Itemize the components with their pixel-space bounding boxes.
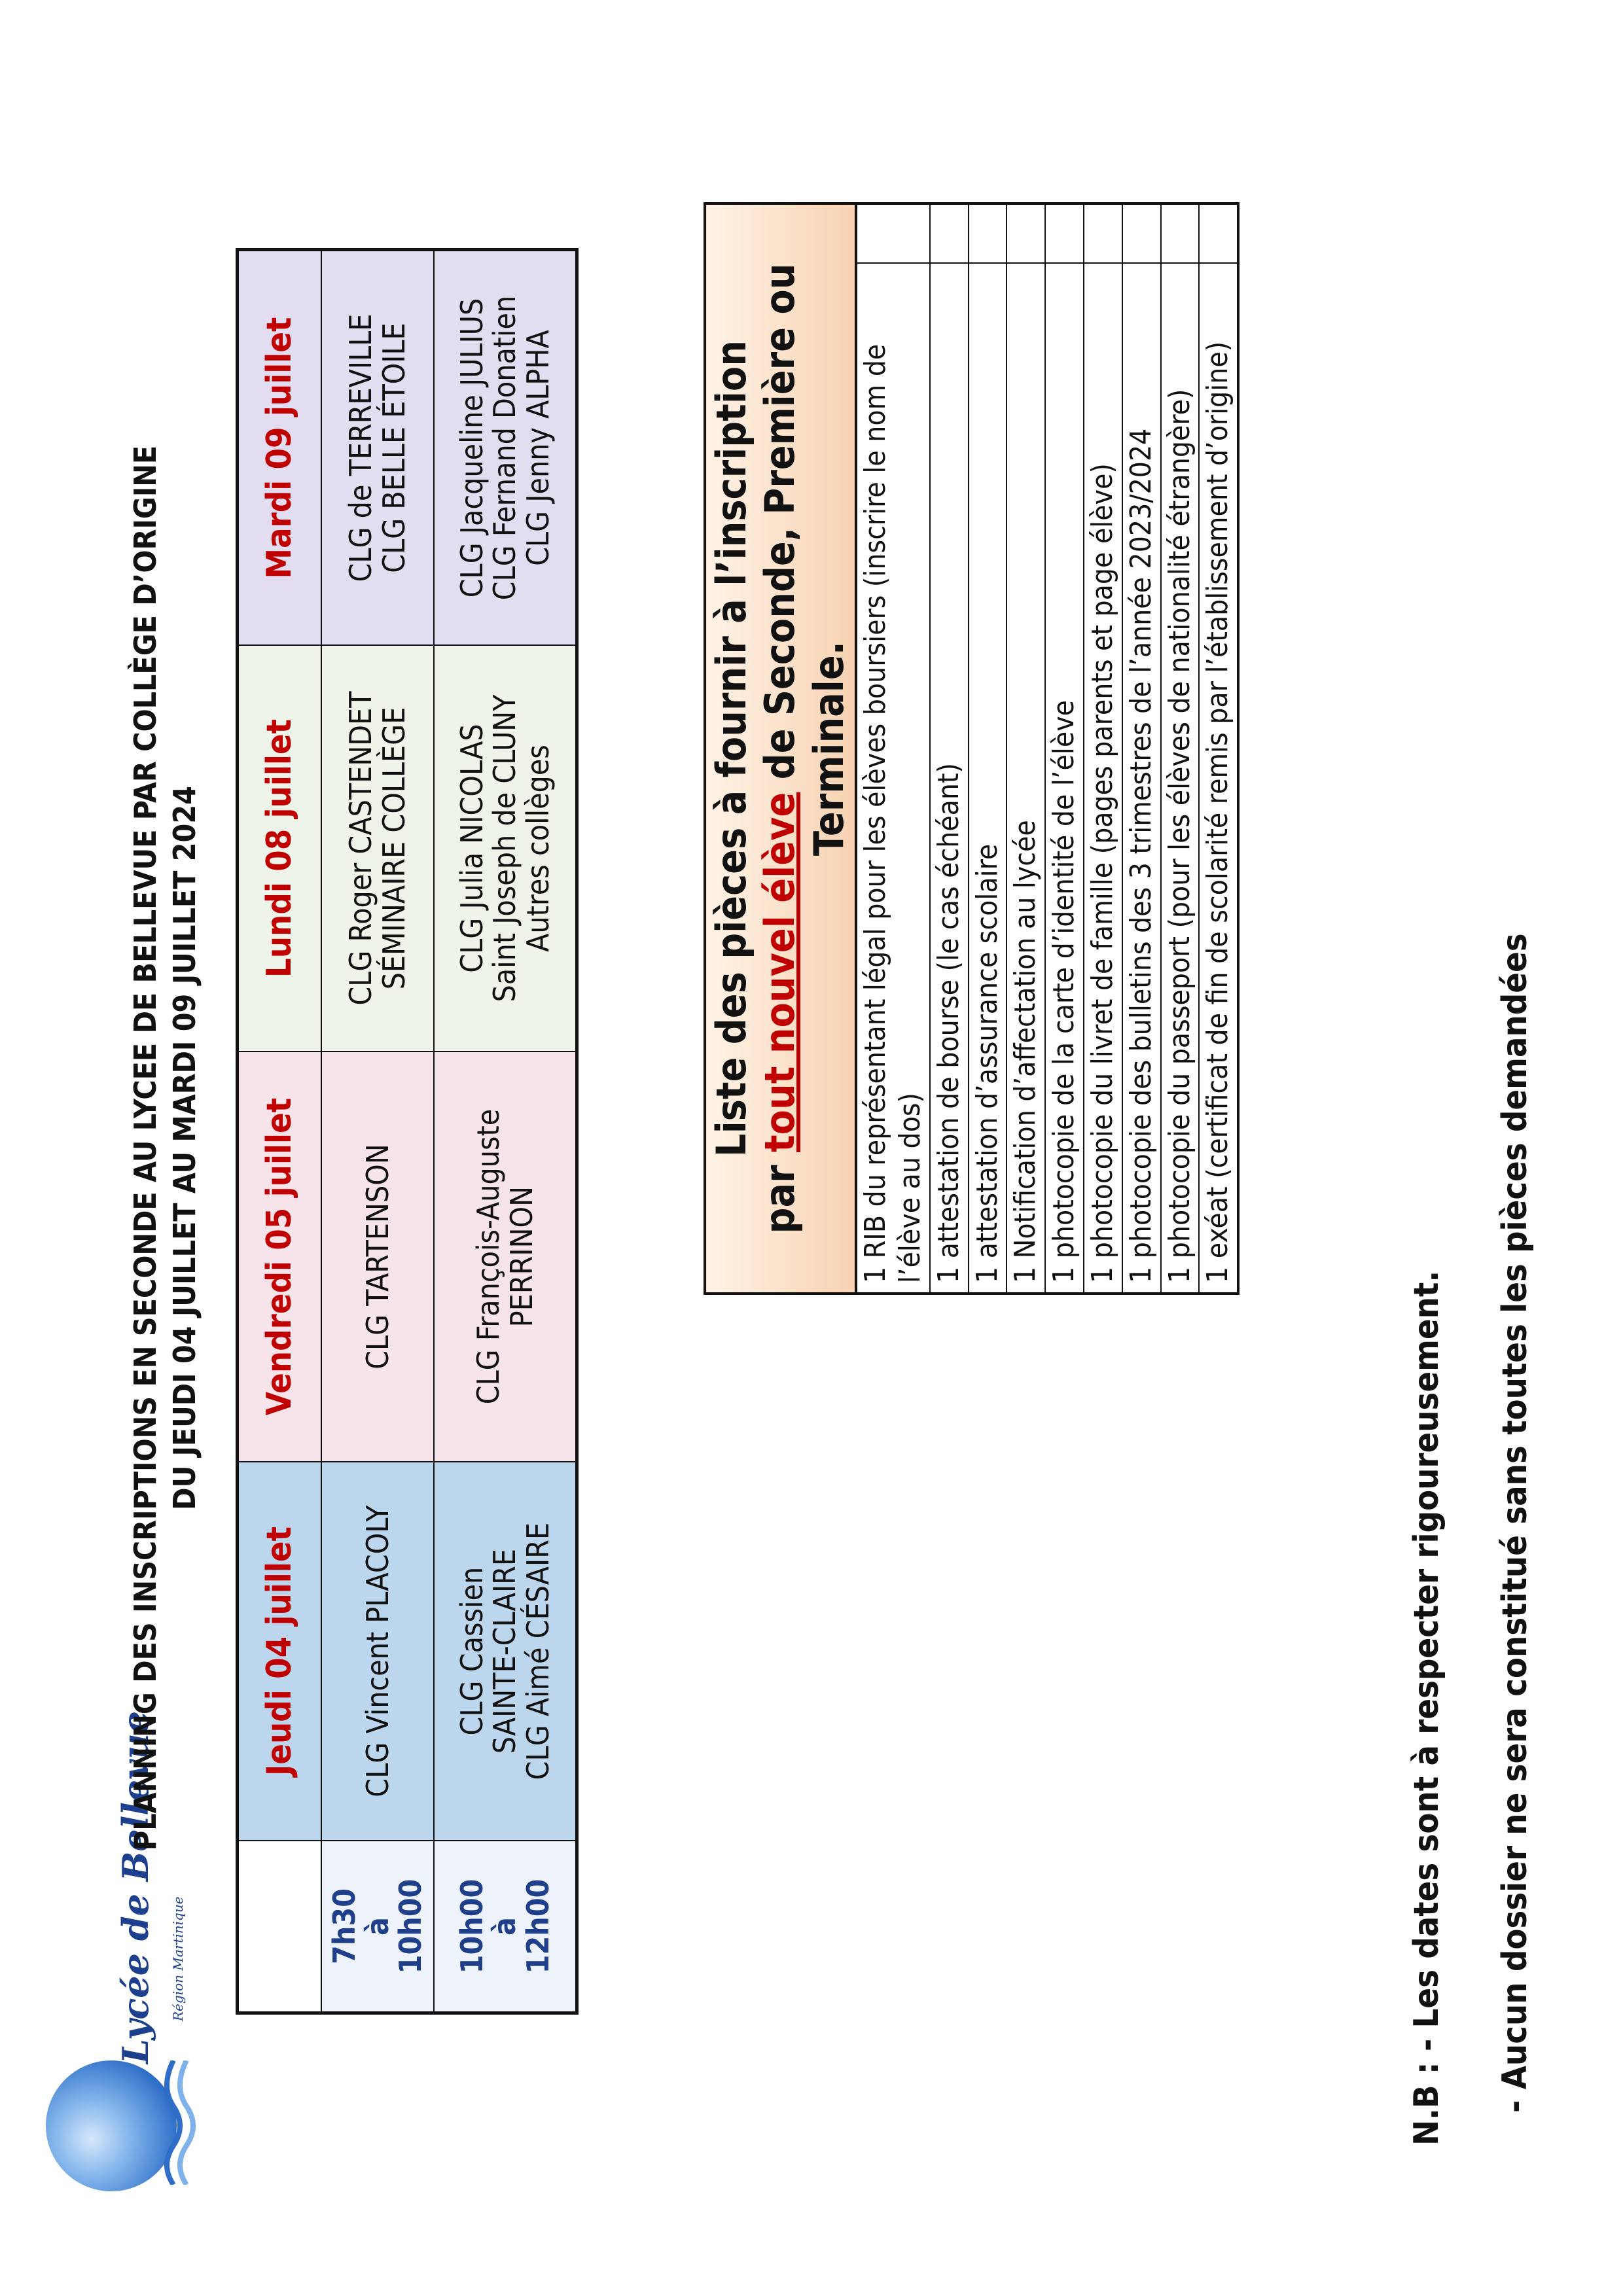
college-name: CLG Fernand Donatien [487, 295, 523, 601]
time-start: 7h30 [327, 1888, 363, 1964]
day-header: Lundi 08 juillet [238, 645, 322, 1051]
document-check-cell [1084, 203, 1122, 263]
college-name: CLG Jacqueline JULIUS [454, 298, 490, 598]
note-documents: - Aucun dossier ne sera constitué sans toutes les pièces demandées [1495, 933, 1535, 2113]
document-item: 1 photocopie des bulletins des 3 trimestres de l’année 2023/2024 [1122, 263, 1161, 1294]
schedule-table [236, 248, 579, 2015]
schedule-cell [434, 1051, 577, 1462]
time-slot [321, 1841, 434, 2013]
document-item-row [856, 203, 930, 1294]
day-header: Vendredi 05 juillet [238, 1051, 322, 1462]
logo-name: Lycée de Bellevue [115, 1710, 156, 2064]
schedule-row [434, 250, 577, 2013]
document-item-row [930, 203, 969, 1294]
document-item-row [1084, 203, 1122, 1294]
document-item: 1 photocopie du livret de famille (pages parents et page élève) [1084, 263, 1122, 1294]
schedule-corner-cell [238, 1841, 322, 2013]
college-name: CLG Julia NICOLAS [454, 724, 490, 973]
document-item: 1 exéat (certificat de fin de scolarité remis par l’établissement d’origine) [1199, 263, 1238, 1294]
college-name: SÉMINAIRE COLLÈGE [376, 707, 412, 990]
schedule-row [321, 250, 434, 2013]
subtitle-part: de Seconde, Première ou Terminale. [756, 263, 853, 856]
day-header: Jeudi 04 juillet [238, 1462, 322, 1841]
note-dates: N.B : - Les dates sont à respecter rigoureusement. [1407, 1270, 1446, 2146]
documents-list-header [705, 203, 856, 1294]
documents-list-title: Liste des pièces à fournir à l’inscription [707, 340, 755, 1157]
time-end: 10h00 [393, 1879, 429, 1974]
subtitle-emphasis: tout nouvel élève [756, 792, 804, 1152]
document-item-row [1122, 203, 1161, 1294]
page-title: PLANNING DES INSCRIPTIONS EN SECONDE AU LYCEE DE BELLEVUE PAR COLLÈGE D’ORIGINE [128, 445, 163, 1851]
document-check-cell [856, 203, 930, 263]
document-item-row [1045, 203, 1084, 1294]
schedule-cell [321, 1051, 434, 1462]
subtitle-part: par [756, 1152, 804, 1234]
time-slot [434, 1841, 577, 2013]
document-item: 1 attestation de bourse (le cas échéant) [930, 263, 969, 1294]
college-name: CLG Cassien [454, 1566, 490, 1736]
document-check-cell [1007, 203, 1045, 263]
document-item: 1 photocopie du passeport (pour les élèves de nationalité étrangère) [1161, 263, 1200, 1294]
page-subtitle: DU JEUDI 04 JUILLET AU MARDI 09 JUILLET 2024 [167, 786, 202, 1510]
document-item-row [1161, 203, 1200, 1294]
document-item-row [1199, 203, 1238, 1294]
time-end: 12h00 [520, 1879, 556, 1974]
document-check-cell [1045, 203, 1084, 263]
college-name: CLG Jenny ALPHA [520, 330, 556, 566]
college-name: Saint Joseph de CLUNY [487, 694, 523, 1002]
document-item-row [969, 203, 1007, 1294]
document-item: 1 attestation d’assurance scolaire [969, 263, 1007, 1294]
document-check-cell [1122, 203, 1161, 263]
college-name: CLG Roger CASTENDET [343, 691, 379, 1006]
college-name: CLG François-Auguste [470, 1108, 506, 1405]
time-start: 10h00 [454, 1879, 490, 1974]
logo-region: Région Martinique [170, 1896, 186, 2021]
college-name: CLG TARTENSON [359, 1144, 395, 1369]
document-check-cell [1199, 203, 1238, 263]
college-name: PERRINON [503, 1186, 539, 1328]
college-name: Autres collèges [520, 745, 556, 952]
schedule-cell [434, 1462, 577, 1841]
documents-list-table [704, 202, 1240, 1295]
college-name: CLG Aimé CÉSAIRE [520, 1522, 556, 1780]
college-name: CLG de TERREVILLE [343, 313, 379, 582]
schedule-cell [434, 645, 577, 1051]
document-check-cell [930, 203, 969, 263]
document-item: 1 RIB du représentant légal pour les élèves boursiers (inscrire le nom de l’élève au dos) [856, 263, 930, 1294]
day-header: Mardi 09 juillet [238, 250, 322, 646]
time-separator: à [359, 1917, 395, 1935]
document-item: 1 photocopie de la carte d’identité de l’élève [1045, 263, 1084, 1294]
time-separator: à [487, 1917, 523, 1935]
schedule-cell [321, 250, 434, 646]
documents-list-subtitle [756, 214, 853, 1283]
college-name: SAINTE-CLAIRE [487, 1548, 523, 1754]
schedule-cell [321, 1462, 434, 1841]
document-check-cell [1161, 203, 1200, 263]
document-check-cell [969, 203, 1007, 263]
document-item: 1 Notification d’affectation au lycée [1007, 263, 1045, 1294]
college-name: CLG BELLE ÉTOILE [376, 323, 412, 573]
schedule-cell [321, 645, 434, 1051]
college-name: CLG Vincent PLACOLY [359, 1505, 395, 1797]
document-item-row [1007, 203, 1045, 1294]
schedule-cell [434, 250, 577, 646]
